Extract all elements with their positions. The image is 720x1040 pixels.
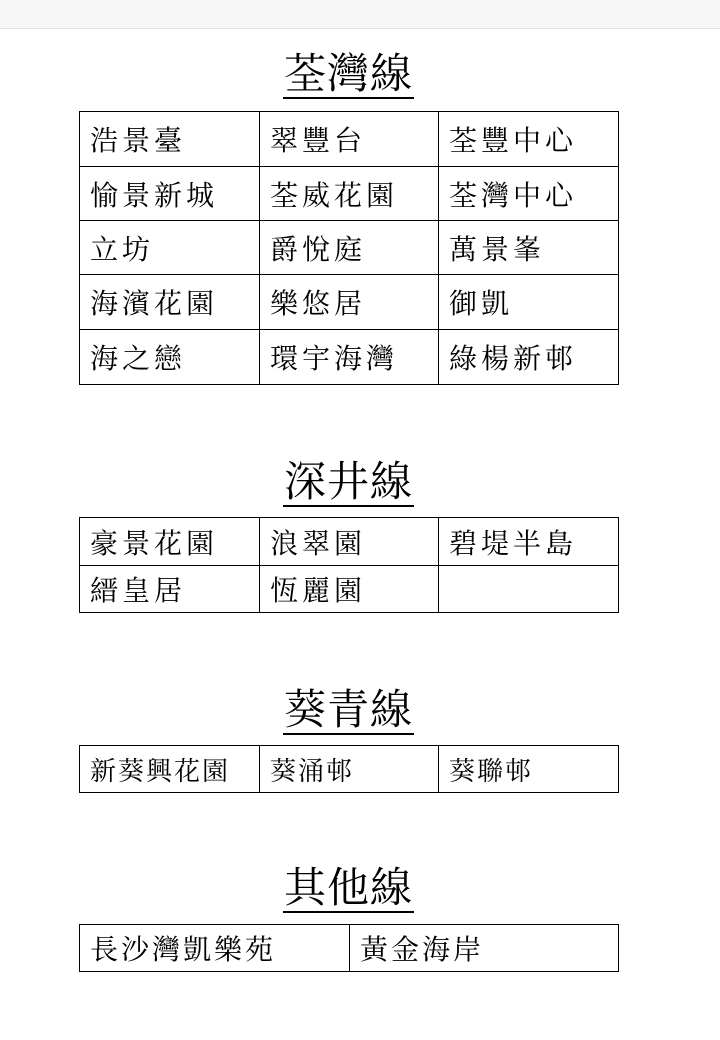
table-cell: 縉皇居 [80,566,260,613]
top-bar [0,0,720,29]
table-cell: 豪景花園 [80,518,260,566]
section-title-kwai-tsing [79,686,618,735]
table-cell: 海濱花園 [80,275,260,330]
table-row [80,925,619,972]
section-title-other-lines [79,864,618,913]
section-title-sham-tseng [79,458,618,507]
section-title-text: 其他線 [283,863,413,912]
table-cell: 海之戀 [80,330,260,385]
estate-table-sham-tseng [79,517,619,613]
table-cell: 愉景新城 [80,167,260,221]
table-cell: 葵涌邨 [260,746,439,793]
table-cell: 新葵興花園 [80,746,260,793]
table-row [80,330,619,385]
table-cell: 荃豐中心 [439,112,619,167]
table-cell: 御凱 [439,275,619,330]
table-cell: 恆麗園 [260,566,439,613]
estate-table-kwai-tsing [79,745,619,793]
estate-table-other-lines [79,924,619,972]
table-cell: 樂悠居 [260,275,439,330]
section-title-text: 葵青線 [283,685,413,734]
table-cell: 碧堤半島 [439,518,619,566]
estate-table-tsuen-wan [79,111,619,385]
section-title-text: 荃灣線 [283,49,413,98]
table-cell: 綠楊新邨 [439,330,619,385]
table-cell [439,566,619,613]
table-row [80,566,619,613]
table-cell: 立坊 [80,221,260,275]
table-cell: 荃灣中心 [439,167,619,221]
table-cell: 浪翠園 [260,518,439,566]
table-row [80,275,619,330]
table-row [80,518,619,566]
table-row [80,112,619,167]
table-cell: 葵聯邨 [439,746,619,793]
table-row [80,746,619,793]
section-title-text: 深井線 [283,457,413,506]
section-title-tsuen-wan [79,50,618,99]
table-cell: 荃威花園 [260,167,439,221]
table-cell: 長沙灣凱樂苑 [80,925,350,972]
table-cell: 環宇海灣 [260,330,439,385]
table-cell: 浩景臺 [80,112,260,167]
table-cell: 爵悅庭 [260,221,439,275]
table-cell: 黃金海岸 [350,925,619,972]
table-cell: 翠豐台 [260,112,439,167]
table-row [80,167,619,221]
table-cell: 萬景峯 [439,221,619,275]
table-row [80,221,619,275]
